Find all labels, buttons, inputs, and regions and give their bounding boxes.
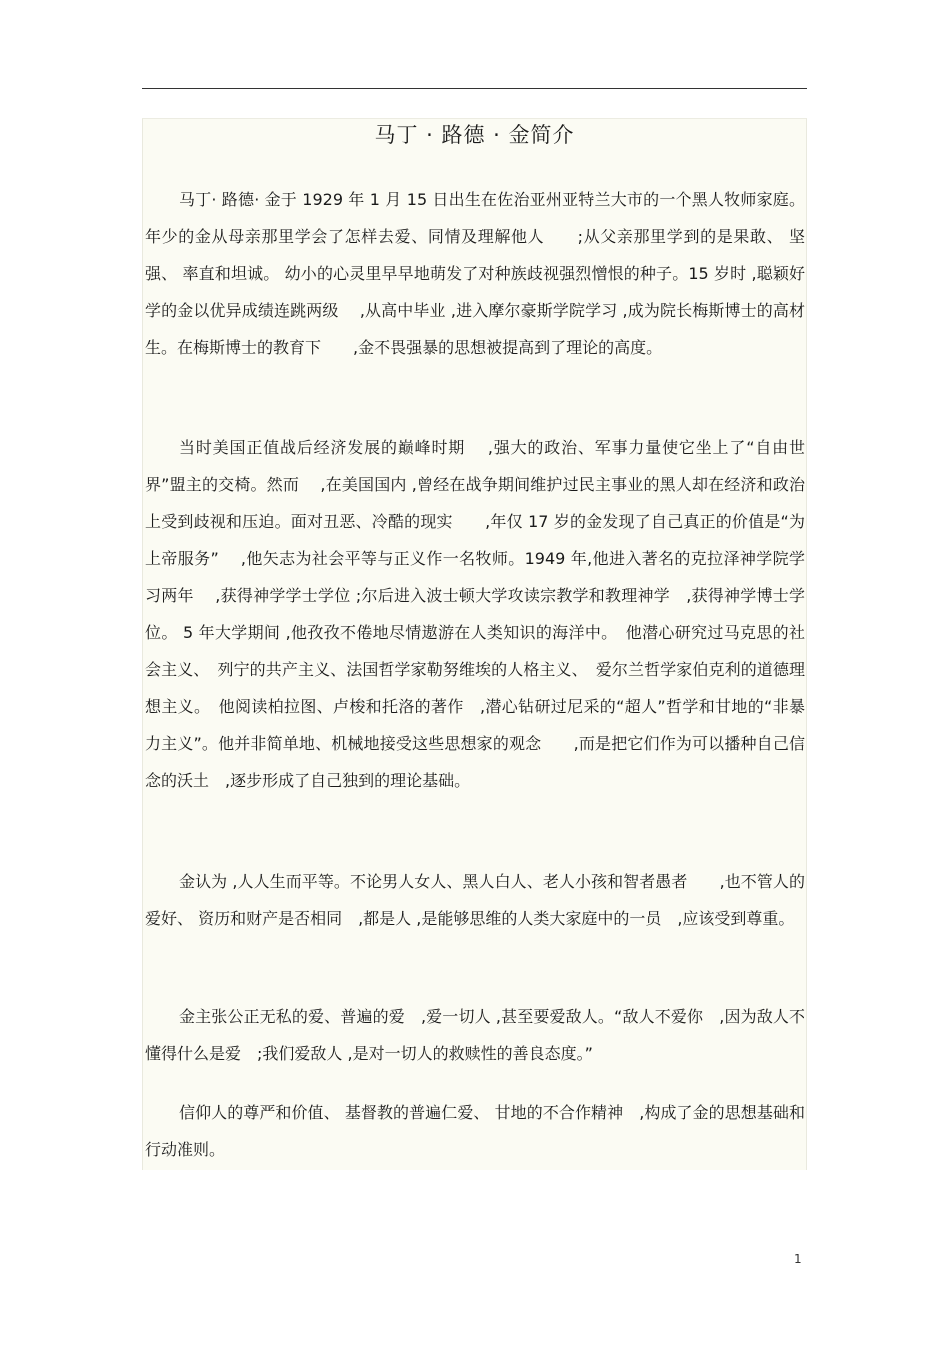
paragraph-1: 马丁· 路德· 金于 1929 年 1 月 15 日出生在佐治亚州亚特兰大市的一个黑人牧师家庭。年少的金从母亲那里学会了怎样去爱、同情及理解他人 ;从父亲那里学到的是果敢、 坚强、 率直和坦诚。 幼小的心灵里早早地萌发了对种族歧视强烈憎恨的种子。15 岁时 ,聪颖好学的金以优异成绩连跳两级 ,从高中毕业 ,进入摩尔豪斯学院学习 ,成为院长梅斯博士的高材生。在梅斯博士的教育下 ,金不畏强暴的思想被提高到了理论的高度。 [145,190,805,357]
paragraph-3: 金认为 ,人人生而平等。不论男人女人、黑人白人、老人小孩和智者愚者 ,也不管人的爱好、 资历和财产是否相同 ,都是人 ,是能够思维的人类大家庭中的一员 ,应该受到尊重。 [145,872,805,928]
paragraph-5: 信仰人的尊严和价值、 基督教的普遍仁爱、 甘地的不合作精神 ,构成了金的思想基础和行动准则。 [145,1103,805,1159]
page-number: 1 [794,1252,802,1266]
document-body [142,118,807,1170]
header-rule [142,88,807,89]
paragraph-2: 当时美国正值战后经济发展的巅峰时期 ,强大的政治、军事力量使它坐上了“自由世界”盟主的交椅。然而 ,在美国国内 ,曾经在战争期间维护过民主事业的黑人却在经济和政治上受到歧视和压迫。面对丑恶、冷酷的现实 ,年仅 17 岁的金发现了自己真正的价值是“为上帝服务” ,他矢志为社会平等与正义作一名牧师。1949 年,他进入著名的克拉泽神学院学习两年 ,获得神学学士学位 ;尔后进入波士顿大学攻读宗教学和教理神学 ,获得神学博士学位。 5 年大学期间 ,他孜孜不倦地尽情遨游在人类知识的海洋中。 他潜心研究过马克思的社会主义、 列宁的共产主义、法国哲学家勒努维埃的人格主义、 爱尔兰哲学家伯克利的道德理想主义。 他阅读柏拉图、卢梭和托洛的著作 ,潜心钻研过尼采的“超人”哲学和甘地的“非暴力主义”。他并非简单地、机械地接受这些思想家的观念 ,而是把它们作为可以播种自己信念的沃土 ,逐步形成了自己独到的理论基础。 [145,438,805,790]
document-title: 马丁 · 路德 · 金简介 [374,123,575,147]
paragraph-4: 金主张公正无私的爱、普遍的爱 ,爱一切人 ,甚至要爱敌人。“敌人不爱你 ,因为敌人不懂得什么是爱 ;我们爱敌人 ,是对一切人的救赎性的善良态度。” [145,1007,805,1063]
